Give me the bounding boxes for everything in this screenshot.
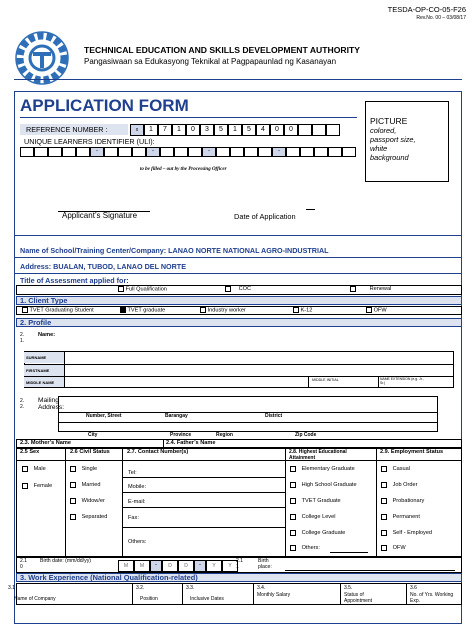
work-table	[16, 583, 462, 605]
coc-label: COC	[238, 286, 251, 293]
birth-date-box[interactable]: M	[134, 560, 150, 572]
picture-note-3: white	[370, 144, 388, 153]
civil-single-option[interactable]	[70, 466, 97, 472]
processing-note: to be filled – out by the Processing Officer	[140, 167, 227, 172]
ref-digit[interactable]	[326, 124, 340, 136]
birth-date-boxes	[118, 560, 238, 572]
uli-separator: -	[90, 147, 104, 157]
graduate-checkbox[interactable]	[120, 307, 126, 313]
edu-others-field[interactable]	[330, 552, 368, 553]
client-graduate-option[interactable]	[120, 307, 165, 313]
ref-digit[interactable]: 5	[242, 124, 256, 136]
mailing-row-divider-2	[58, 422, 438, 423]
work-col-num: 3.6	[410, 585, 417, 591]
barangay-label: Barangay	[165, 413, 188, 419]
reference-number-label	[20, 124, 128, 135]
birth-num: 2.1 0	[20, 558, 27, 570]
full-qualification-option[interactable]	[118, 286, 167, 292]
uli-box[interactable]	[314, 147, 328, 157]
details-header-divider	[16, 460, 462, 461]
emp-joborder-option[interactable]	[381, 482, 417, 488]
surname-label: SURNAME	[26, 355, 47, 360]
work-col-divider	[132, 583, 133, 605]
civil-separated-option[interactable]	[70, 514, 107, 520]
industry-label: Industry worker	[207, 307, 246, 314]
selfemployed-label: Self - Employed	[392, 530, 433, 537]
header-divider	[14, 79, 462, 80]
picture-note-4: background	[370, 153, 409, 162]
reference-number-text: REFERENCE NUMBER :	[26, 125, 108, 134]
married-label: Married	[81, 482, 101, 489]
reference-number-boxes	[130, 124, 340, 136]
school-divider	[14, 257, 462, 258]
birth-date-sep: -	[150, 560, 162, 572]
male-checkbox[interactable]	[22, 466, 28, 472]
region-label: Region	[216, 432, 233, 438]
married-checkbox[interactable]	[70, 482, 76, 488]
edu-others-checkbox[interactable]	[290, 545, 296, 551]
city-label: City	[88, 432, 98, 438]
uli-box[interactable]	[76, 147, 90, 157]
ref-digit[interactable]: 0	[186, 124, 200, 136]
uli-box[interactable]	[188, 147, 202, 157]
col-divider-4	[376, 448, 377, 557]
permanent-checkbox[interactable]	[381, 514, 387, 520]
uli-box[interactable]	[342, 147, 356, 157]
emp-ofw-checkbox[interactable]	[381, 545, 387, 551]
work-col-divider	[406, 583, 407, 605]
others-contact-label: Others:	[128, 539, 147, 545]
civil-widow-option[interactable]	[70, 498, 105, 504]
ref-digit[interactable]: 4	[256, 124, 270, 136]
province-label: Province	[170, 432, 192, 438]
k12-label: K-12	[300, 307, 313, 314]
renewal-label: Renewal	[369, 286, 392, 293]
birth-place-field[interactable]	[285, 570, 455, 571]
uli-box[interactable]	[118, 147, 132, 157]
casual-checkbox[interactable]	[381, 466, 387, 472]
uli-box[interactable]	[286, 147, 300, 157]
widow-checkbox[interactable]	[70, 498, 76, 504]
picture-note-1: colored,	[370, 126, 397, 135]
uli-boxes	[20, 147, 356, 157]
tvet-label: TVET Graduate	[301, 498, 341, 505]
fax-field-label: Fax:	[128, 515, 139, 521]
college-grad-checkbox[interactable]	[290, 530, 296, 536]
mi-col-divider	[308, 376, 309, 388]
birth-date-box[interactable]: Y	[206, 560, 222, 572]
middlename-label: MIDDLE NAME	[26, 380, 55, 385]
picture-note-2: passport size,	[370, 135, 416, 144]
industry-checkbox[interactable]	[200, 307, 206, 313]
emp-selfemployed-option[interactable]	[381, 530, 432, 536]
joborder-label: Job Order	[392, 482, 418, 489]
col-divider-2	[122, 448, 123, 557]
ref-digit[interactable]: 3	[200, 124, 214, 136]
ext-col-divider	[378, 376, 379, 388]
client-ofw-option[interactable]	[366, 307, 387, 313]
mother-name-label: 2.3. Mother’s Name	[20, 440, 71, 446]
female-checkbox[interactable]	[22, 483, 28, 489]
male-label: Male	[33, 466, 46, 473]
graduate-label: TVET graduate	[127, 307, 166, 314]
work-col-label: Position	[140, 596, 158, 602]
district-label: District	[265, 413, 283, 419]
female-label: Female	[33, 483, 53, 490]
work-col-num: 3.4.	[257, 585, 266, 591]
mobile-field-label: Mobile:	[128, 484, 147, 490]
work-col-num: 3.5.	[344, 585, 353, 591]
coc-option[interactable]	[225, 286, 251, 292]
uli-box[interactable]	[230, 147, 244, 157]
single-checkbox[interactable]	[70, 466, 76, 472]
college-level-label: College Level	[301, 514, 336, 521]
ofw-label: OFW	[373, 307, 387, 314]
form-title: APPLICATION FORM	[20, 96, 189, 115]
college-grad-label: College Graduate	[301, 530, 346, 537]
uli-box[interactable]	[174, 147, 188, 157]
ofw-checkbox[interactable]	[366, 307, 372, 313]
highschool-checkbox[interactable]	[290, 482, 296, 488]
ref-digit[interactable]: 0	[130, 124, 144, 136]
graduating-checkbox[interactable]	[22, 307, 28, 313]
middle-initial-label: MIDDLE INITIAL	[312, 378, 339, 382]
ref-digit[interactable]	[298, 124, 312, 136]
picture-box	[365, 101, 449, 182]
profile-num-2-1: 2. 1.	[20, 332, 25, 344]
fax-field[interactable]	[122, 527, 285, 528]
name-extension-label: NAME EXTENSION (e.g. Jr., Sr.)	[380, 377, 424, 385]
profile-header: 2. Profile	[16, 318, 462, 327]
client-industry-option[interactable]	[200, 307, 246, 313]
name-col-divider	[64, 351, 65, 388]
separated-label: Separated	[81, 514, 108, 521]
agency-name: TECHNICAL EDUCATION AND SKILLS DEVELOPMENT AUTHORITY	[84, 45, 360, 55]
permanent-label: Permanent	[392, 514, 420, 521]
sex-title: 2.5 Sex	[20, 449, 40, 455]
sex-male-option[interactable]	[22, 466, 46, 472]
highschool-label: High School Graduate	[301, 482, 357, 489]
coc-checkbox[interactable]	[225, 286, 231, 292]
name-divider-1	[24, 364, 454, 365]
work-col-label: Status of Appointment	[344, 592, 373, 604]
work-col-label: Monthly Salary	[257, 592, 291, 598]
full-qualification-checkbox[interactable]	[118, 286, 124, 292]
email-field-label: E-mail:	[128, 499, 146, 505]
tel-field-label: Tel:	[128, 470, 137, 476]
uli-box[interactable]	[216, 147, 230, 157]
school-address: Address: BUALAN, TUBOD, LANAO DEL NORTE	[20, 262, 186, 271]
birth-date-sep: -	[194, 560, 206, 572]
date-of-application-label: Date of Application	[234, 212, 296, 221]
uli-label: UNIQUE LEARNERS IDENTIFIER (ULI):	[24, 137, 155, 146]
school-name: Name of School/Training Center/Company: LANAO NORTE NATIONAL AGRO-INDUSTRIAL	[20, 246, 329, 255]
uli-box[interactable]	[328, 147, 342, 157]
mailing-address-label: Mailing Address:	[38, 397, 65, 411]
client-graduating-option[interactable]	[22, 307, 94, 313]
emp-permanent-option[interactable]	[381, 514, 420, 520]
uli-separator: -	[146, 147, 160, 157]
work-col-num: 3.3.	[186, 585, 195, 591]
birth-date-box[interactable]: Y	[222, 560, 238, 572]
uli-box[interactable]	[34, 147, 48, 157]
contact-title: 2.7. Contact Number(s)	[127, 449, 189, 455]
uli-box[interactable]	[48, 147, 62, 157]
applicant-signature-label: Applicant’s Signature	[62, 211, 138, 220]
full-qualification-label: Full Qualification	[125, 286, 167, 293]
father-name-label: 2.4. Father’s Name	[166, 440, 216, 446]
widow-label: Widow/er	[81, 498, 105, 505]
joborder-checkbox[interactable]	[381, 482, 387, 488]
graduating-label: TVET Graduating Student	[29, 307, 94, 314]
parents-divider	[163, 439, 164, 448]
zip-code-label: Zip Code	[295, 432, 317, 438]
work-col-label: No. of Yrs. Working Exp.	[410, 592, 454, 604]
selfemployed-checkbox[interactable]	[381, 530, 387, 536]
birth-date-label: Birth date: (mm/dd/yy)	[40, 558, 92, 564]
work-experience-header: 3. Work Experience (National Qualification-related)	[16, 573, 462, 582]
single-label: Single	[81, 466, 98, 473]
picture-label: PICTURE	[370, 116, 408, 126]
mobile-field[interactable]	[122, 492, 285, 493]
ref-digit[interactable]	[312, 124, 326, 136]
work-col-divider	[340, 583, 341, 605]
tvet-checkbox[interactable]	[290, 498, 296, 504]
k12-checkbox[interactable]	[293, 307, 299, 313]
ref-digit[interactable]: 0	[270, 124, 284, 136]
uli-box[interactable]	[258, 147, 272, 157]
civil-married-option[interactable]	[70, 482, 101, 488]
education-title: 2.8. Highest Educational Attainment	[289, 449, 347, 461]
name-label: Name:	[38, 332, 56, 338]
uli-box[interactable]	[20, 147, 34, 157]
emp-probationary-option[interactable]	[381, 498, 424, 504]
renewal-option[interactable]	[350, 286, 391, 292]
edu-tvet-option[interactable]	[290, 498, 341, 504]
revision-number: Rev.No. 00 – 03/08/17	[416, 15, 466, 21]
ref-digit[interactable]: 0	[284, 124, 298, 136]
title-underline	[20, 117, 357, 118]
ref-digit[interactable]: 1	[228, 124, 242, 136]
uli-box[interactable]	[244, 147, 258, 157]
work-col-num: 3.1	[8, 585, 15, 591]
emp-ofw-option[interactable]	[381, 545, 406, 551]
emp-ofw-label: OFW	[392, 545, 406, 552]
firstname-label: FIRSTNAME	[26, 368, 50, 373]
emp-casual-option[interactable]	[381, 466, 410, 472]
sex-female-option[interactable]	[22, 483, 52, 489]
edu-college-level-option[interactable]	[290, 514, 335, 520]
client-type-header: 1. Client Type	[16, 296, 462, 305]
address-divider	[14, 273, 462, 274]
uli-box[interactable]	[62, 147, 76, 157]
profile-num-2-2: 2. 2.	[20, 398, 25, 410]
date-line	[306, 209, 315, 210]
form-code: TESDA-OP-CO-05-F26	[387, 5, 466, 14]
birth-date-box[interactable]: M	[118, 560, 134, 572]
agency-name-tagalog: Pangasiwaan sa Edukasyong Teknikal at Pagpapaunlad ng Kasanayan	[84, 57, 337, 66]
ref-digit[interactable]: 1	[172, 124, 186, 136]
separated-checkbox[interactable]	[70, 514, 76, 520]
edu-college-grad-option[interactable]	[290, 530, 345, 536]
uli-box[interactable]	[132, 147, 146, 157]
employment-title: 2.9. Employment Status	[380, 449, 444, 455]
work-col-num: 3.2.	[136, 585, 145, 591]
edu-others-option[interactable]	[290, 545, 320, 551]
probationary-label: Probationary	[392, 498, 425, 505]
edu-elementary-option[interactable]	[290, 466, 355, 472]
elementary-checkbox[interactable]	[290, 466, 296, 472]
parents-row	[16, 439, 462, 448]
elementary-label: Elementary Graduate	[301, 466, 355, 473]
col-divider-1	[65, 448, 66, 557]
email-field[interactable]	[122, 507, 285, 508]
number-street-label: Number, Street	[86, 413, 122, 419]
probationary-checkbox[interactable]	[381, 498, 387, 504]
edu-others-label: Others:	[301, 545, 320, 552]
sig-divider	[14, 235, 462, 236]
uli-box[interactable]	[104, 147, 118, 157]
tel-field[interactable]	[122, 477, 285, 478]
uli-separator: -	[272, 147, 286, 157]
ref-digit[interactable]: 7	[158, 124, 172, 136]
edu-highschool-option[interactable]	[290, 482, 357, 488]
work-col-label: Name of Company	[14, 596, 56, 602]
client-k12-option[interactable]	[293, 307, 312, 313]
uli-separator: -	[202, 147, 216, 157]
work-col-divider	[182, 583, 183, 605]
uli-box[interactable]	[300, 147, 314, 157]
col-divider-3	[285, 448, 286, 557]
college-level-checkbox[interactable]	[290, 514, 296, 520]
tesda-logo	[14, 30, 70, 86]
ref-digit[interactable]: 1	[144, 124, 158, 136]
civil-status-title: 2.6 Civil Status	[70, 449, 110, 455]
renewal-checkbox[interactable]	[350, 286, 356, 292]
birth-place-num: 2.1 1	[236, 558, 243, 570]
assessment-title: Title of Assessment applied for:	[20, 276, 129, 285]
work-col-divider	[253, 583, 254, 605]
work-col-label: Inclusive Dates	[190, 596, 224, 602]
ref-digit[interactable]: 5	[214, 124, 228, 136]
birth-place-label: Birth place:	[258, 558, 272, 570]
casual-label: Casual	[392, 466, 410, 473]
birth-date-box[interactable]: D	[178, 560, 194, 572]
uli-box[interactable]	[160, 147, 174, 157]
birth-date-box[interactable]: D	[162, 560, 178, 572]
